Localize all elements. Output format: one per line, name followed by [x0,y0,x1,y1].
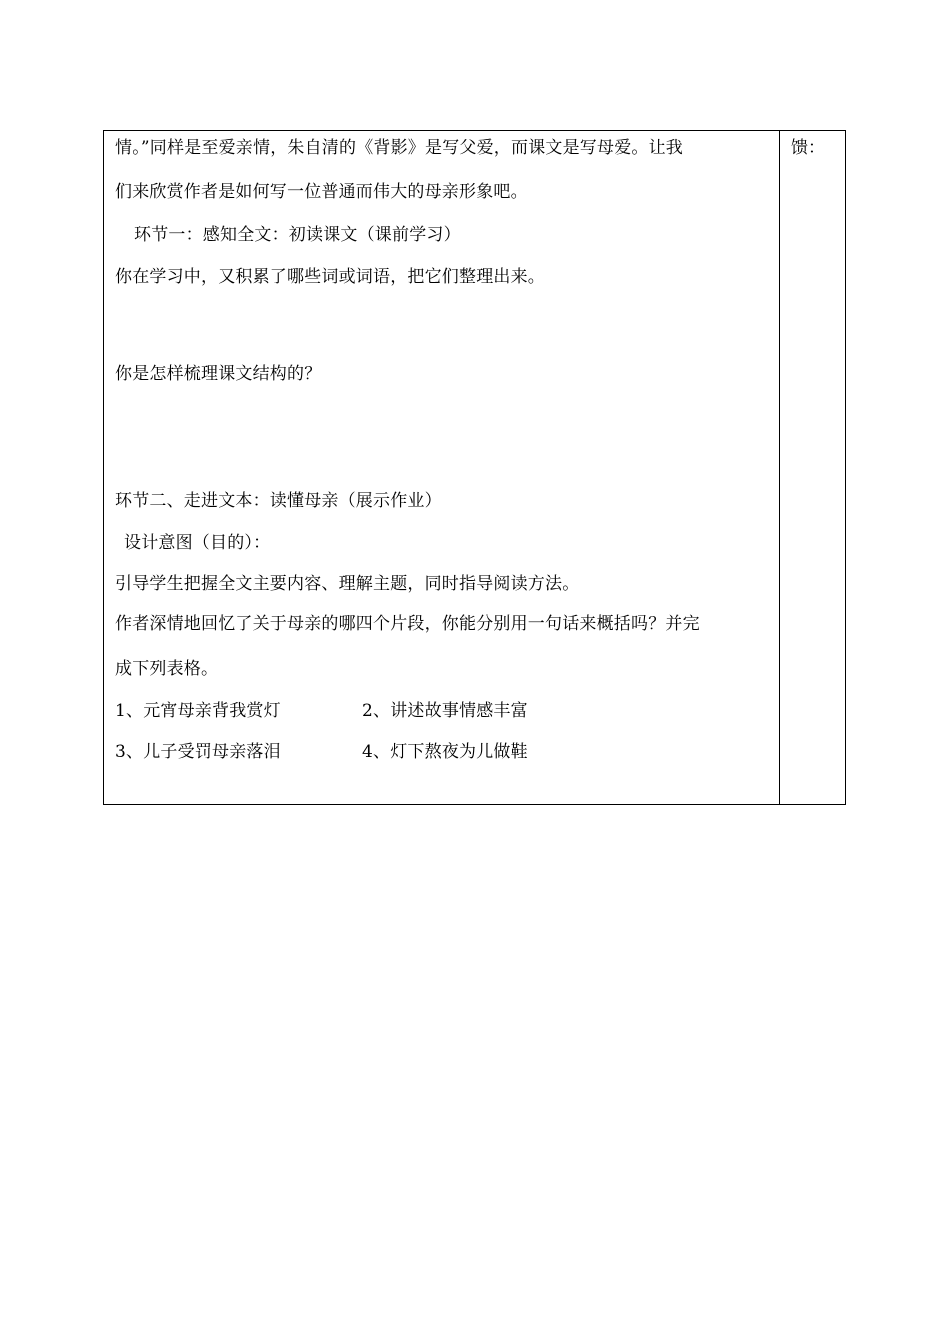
episode-item: 1、元宵母亲背我赏灯 [115,701,281,721]
intro-line-2: 们来欣赏作者是如何写一位普通而伟大的母亲形象吧。 [115,182,528,202]
design-intent-text: 引导学生把握全文主要内容、理解主题，同时指导阅读方法。 [115,574,580,594]
lesson-plan-table [103,130,846,805]
section2-heading: 环节二、走进文本：读懂母亲（展示作业） [115,491,442,511]
question-episodes-line-1: 作者深情地回忆了关于母亲的哪四个片段，你能分别用一句话来概括吗？并完 [115,614,700,634]
section1-heading: 环节一：感知全文：初读课文（课前学习） [134,225,461,245]
question-vocabulary: 你在学习中，又积累了哪些词或词语，把它们整理出来。 [115,267,545,287]
episode-item: 3、儿子受罚母亲落泪 [115,742,281,762]
episode-item: 4、灯下熬夜为儿做鞋 [362,742,528,762]
feedback-label: 馈： [791,138,825,158]
question-structure: 你是怎样梳理课文结构的？ [115,364,322,384]
episode-item: 2、讲述故事情感丰富 [362,701,528,721]
intro-line-1: 情。”同样是至爱亲情，朱自清的《背影》是写父爱，而课文是写母爱。让我 [115,138,683,158]
question-episodes-line-2: 成下列表格。 [115,659,219,679]
column-divider [779,131,780,804]
design-intent-label: 设计意图（目的）： [124,533,271,553]
